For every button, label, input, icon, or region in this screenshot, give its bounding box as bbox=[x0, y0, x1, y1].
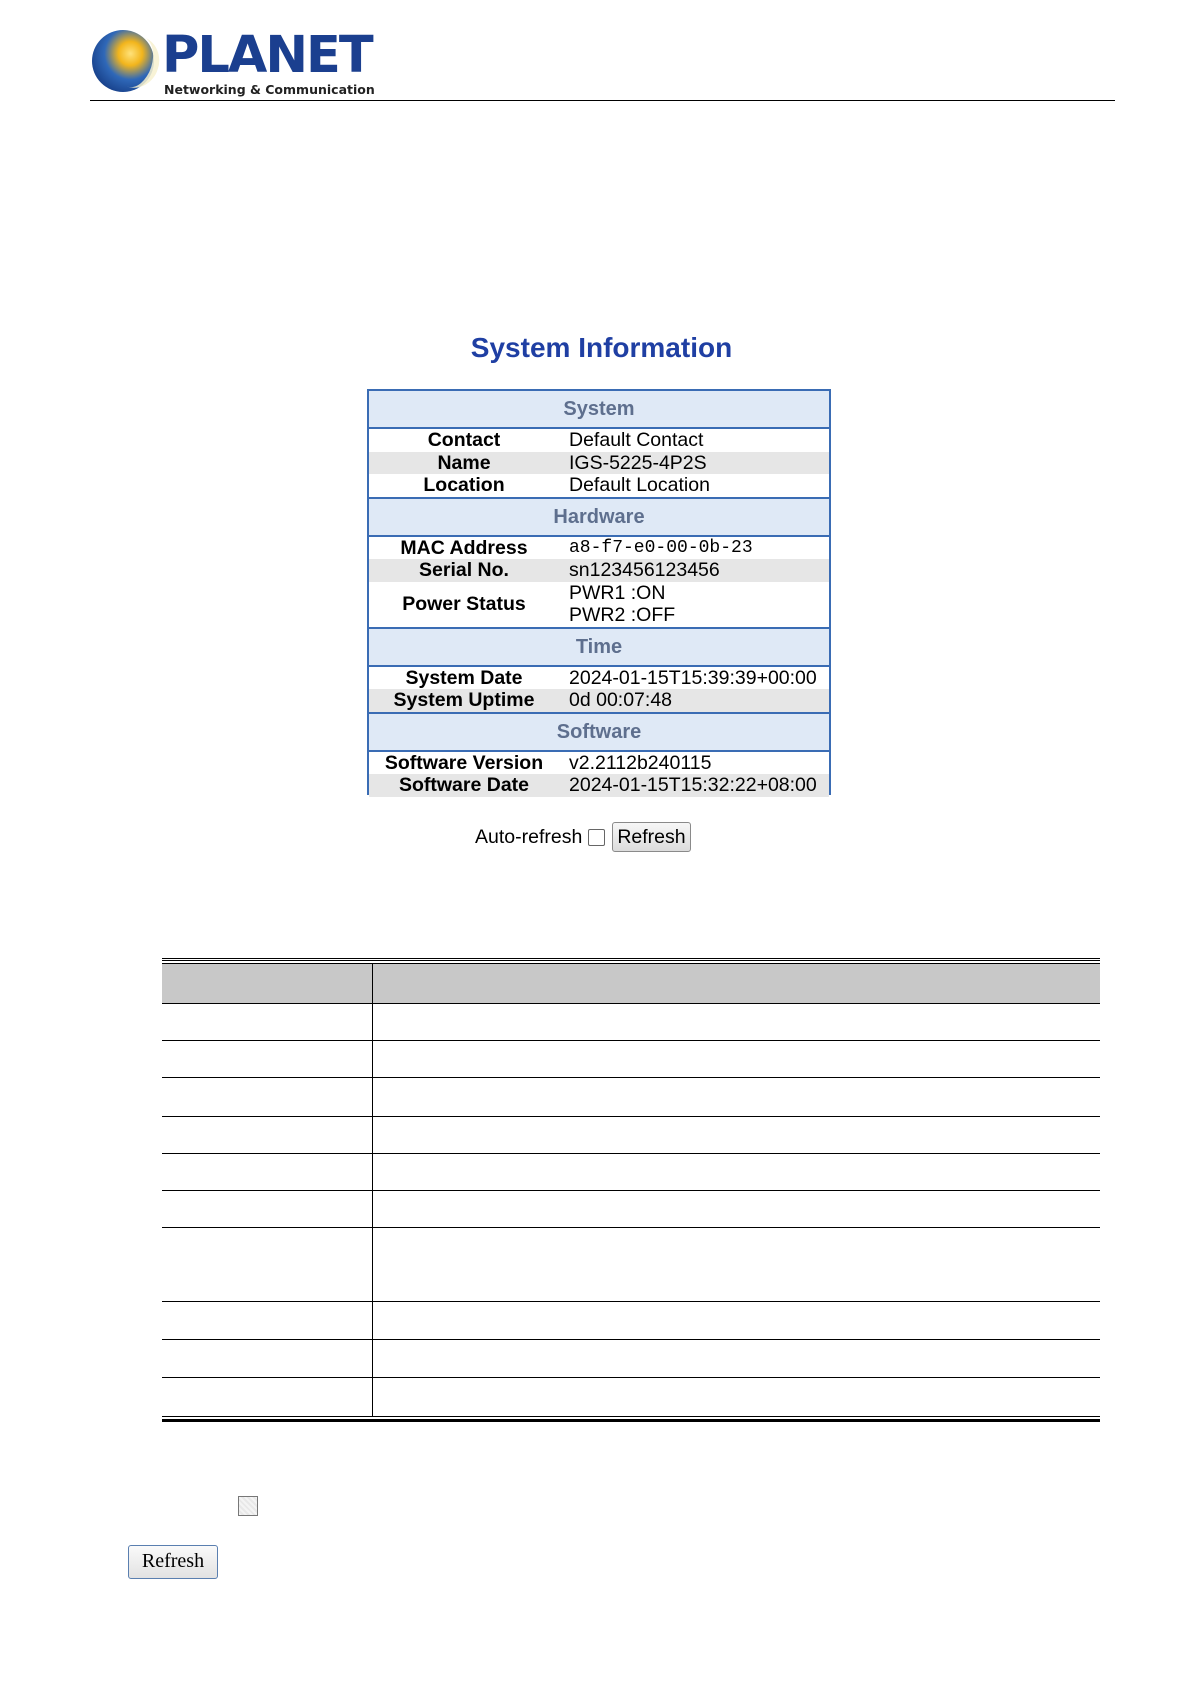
section-heading-software: Software bbox=[369, 712, 829, 752]
row-value: 0d 00:07:48 bbox=[569, 689, 673, 711]
header-cell-object bbox=[162, 964, 373, 1003]
table-bottom-rule bbox=[162, 1416, 1100, 1422]
header-cell-description bbox=[373, 964, 1100, 1003]
row-value: 2024-01-15T15:39:39+00:00 bbox=[569, 666, 817, 689]
table-row-power bbox=[369, 582, 829, 627]
header-rule bbox=[90, 100, 1115, 101]
cell-object bbox=[162, 1340, 373, 1377]
section-heading-hardware: Hardware bbox=[369, 497, 829, 537]
cell-object bbox=[162, 1378, 373, 1416]
section-heading-time: Time bbox=[369, 627, 829, 667]
row-label: Serial No. bbox=[419, 559, 509, 581]
auto-refresh-label: Auto-refresh bbox=[475, 825, 583, 848]
refresh-button[interactable]: Refresh bbox=[612, 822, 690, 852]
table-row-name bbox=[369, 452, 829, 475]
cell-object bbox=[162, 1228, 373, 1301]
table-row bbox=[162, 1116, 1100, 1153]
system-information-table bbox=[367, 389, 831, 795]
auto-refresh-checkbox-icon bbox=[238, 1496, 258, 1516]
row-value: Default Location bbox=[569, 474, 710, 496]
table-row bbox=[162, 1339, 1100, 1377]
row-value: sn123456123456 bbox=[569, 559, 720, 581]
cell-object bbox=[162, 1041, 373, 1077]
table-row bbox=[162, 1153, 1100, 1190]
page-title: System Information bbox=[470, 332, 733, 363]
cell-object bbox=[162, 1191, 373, 1227]
row-value: a8-f7-e0-00-0b-23 bbox=[569, 537, 753, 558]
table-row-uptime bbox=[369, 689, 829, 712]
row-label: System Date bbox=[405, 666, 523, 689]
cell-object bbox=[162, 1117, 373, 1153]
refresh-button-icon: Refresh bbox=[128, 1545, 218, 1579]
section-heading-system: System bbox=[369, 391, 829, 429]
table-row bbox=[162, 1040, 1100, 1077]
table-row-serial bbox=[369, 559, 829, 582]
table-row-contact bbox=[369, 429, 829, 452]
cell-object bbox=[162, 1004, 373, 1040]
row-label: Name bbox=[437, 451, 491, 474]
logo-subtitle: Networking & Communication bbox=[164, 82, 375, 97]
table-row-software-version bbox=[369, 752, 829, 775]
auto-refresh-control bbox=[475, 822, 691, 852]
cell-description bbox=[373, 1191, 1100, 1227]
table-row-location bbox=[369, 474, 829, 497]
row-value: 2024-01-15T15:32:22+08:00 bbox=[569, 774, 817, 796]
table-row-system-date bbox=[369, 667, 829, 690]
table-row-mac bbox=[369, 537, 829, 560]
table-row bbox=[162, 1003, 1100, 1040]
table-row bbox=[162, 1077, 1100, 1116]
cell-description bbox=[373, 1041, 1100, 1077]
table-row bbox=[162, 1301, 1100, 1339]
row-label: System Uptime bbox=[393, 689, 535, 711]
cell-object bbox=[162, 1302, 373, 1339]
cell-object bbox=[162, 1154, 373, 1190]
cell-description bbox=[373, 1302, 1100, 1339]
row-label: Power Status bbox=[402, 592, 526, 615]
table-row bbox=[162, 1377, 1100, 1416]
table-row bbox=[162, 1190, 1100, 1227]
row-label: Software Date bbox=[398, 774, 530, 796]
cell-description bbox=[373, 1378, 1100, 1416]
planet-logo bbox=[92, 26, 375, 97]
auto-refresh-checkbox[interactable] bbox=[588, 829, 605, 846]
cell-description bbox=[373, 1340, 1100, 1377]
row-value: Default Contact bbox=[569, 429, 704, 451]
power-status-2: PWR2 :OFF bbox=[569, 604, 676, 626]
cell-object bbox=[162, 1078, 373, 1116]
cell-description bbox=[373, 1078, 1100, 1116]
row-label: Contact bbox=[427, 429, 501, 451]
power-status-1: PWR1 :ON bbox=[569, 581, 666, 604]
cell-description bbox=[373, 1004, 1100, 1040]
row-label: Software Version bbox=[384, 751, 544, 774]
table-row bbox=[162, 1227, 1100, 1301]
row-value bbox=[559, 582, 829, 627]
table-row-software-date bbox=[369, 774, 829, 797]
table-header-row bbox=[162, 964, 1100, 1003]
cell-description bbox=[373, 1228, 1100, 1301]
cell-description bbox=[373, 1154, 1100, 1190]
row-value: IGS-5225-4P2S bbox=[569, 451, 707, 474]
row-label: MAC Address bbox=[400, 536, 528, 559]
logo-wordmark: PLANET bbox=[162, 26, 372, 85]
cell-description bbox=[373, 1117, 1100, 1153]
description-table bbox=[162, 958, 1100, 1422]
row-label: Location bbox=[423, 474, 505, 496]
row-value: v2.2112b240115 bbox=[569, 751, 712, 774]
